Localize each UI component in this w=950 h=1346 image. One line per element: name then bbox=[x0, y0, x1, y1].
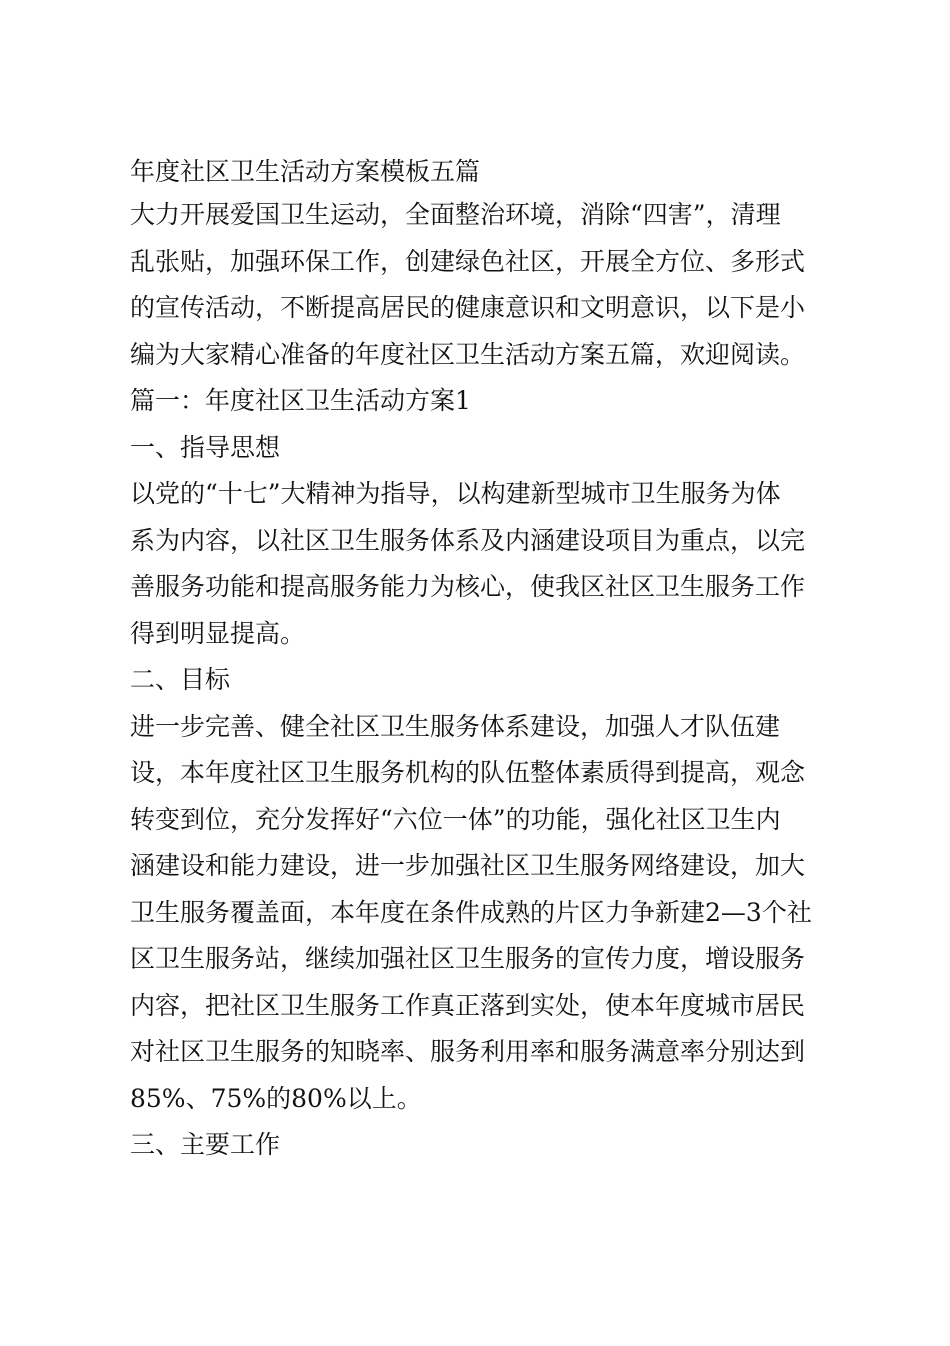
paragraph-line: 转变到位，充分发挥好“六位一体”的功能，强化社区卫生内 bbox=[130, 804, 781, 834]
paragraph-line: 对社区卫生服务的知晓率、服务利用率和服务满意率分别达到 bbox=[130, 1037, 806, 1066]
section-heading-main-work: 三、主要工作 bbox=[130, 1130, 281, 1159]
paragraph-line: 85%、75%的80%以上。 bbox=[130, 1083, 422, 1113]
document-body bbox=[130, 152, 830, 1169]
section-heading-goals: 二、目标 bbox=[130, 665, 231, 694]
intro-line-2: 乱张贴，加强环保工作，创建绿色社区，开展全方位、多形式 bbox=[130, 246, 806, 276]
paragraph-line: 涵建设和能力建设，进一步加强社区卫生服务网络建设，加大 bbox=[130, 851, 806, 880]
paragraph-line: 得到明显提高。 bbox=[130, 618, 306, 648]
paragraph-line: 以党的“十七”大精神为指导，以构建新型城市卫生服务为体 bbox=[130, 479, 781, 508]
paragraph-line: 善服务功能和提高服务能力为核心，使我区社区卫生服务工作 bbox=[130, 572, 806, 601]
intro-line-3: 的宣传活动，不断提高居民的健康意识和文明意识，以下是小 bbox=[130, 293, 806, 322]
paragraph-line: 进一步完善、健全社区卫生服务体系建设，加强人才队伍建 bbox=[130, 711, 781, 741]
section-heading-guiding-ideology: 一、指导思想 bbox=[130, 432, 281, 462]
paragraph-line: 设，本年度社区卫生服务机构的队伍整体素质得到提高，观念 bbox=[130, 758, 806, 787]
chapter-heading: 篇一：年度社区卫生活动方案1 bbox=[130, 386, 471, 415]
document-title: 年度社区卫生活动方案模板五篇 bbox=[130, 157, 481, 186]
intro-line-1: 大力开展爱国卫生运动，全面整治环境，消除“四害”，清理 bbox=[130, 200, 781, 229]
intro-line-4: 编为大家精心准备的年度社区卫生活动方案五篇，欢迎阅读。 bbox=[130, 339, 806, 369]
paragraph-line: 系为内容，以社区卫生服务体系及内涵建设项目为重点，以完 bbox=[130, 525, 806, 555]
paragraph-line: 区卫生服务站，继续加强社区卫生服务的宣传力度，增设服务 bbox=[130, 944, 806, 973]
paragraph-line: 内容，把社区卫生服务工作真正落到实处，使本年度城市居民 bbox=[130, 990, 806, 1020]
paragraph-line: 卫生服务覆盖面，本年度在条件成熟的片区力争新建2—3个社 bbox=[130, 897, 812, 927]
